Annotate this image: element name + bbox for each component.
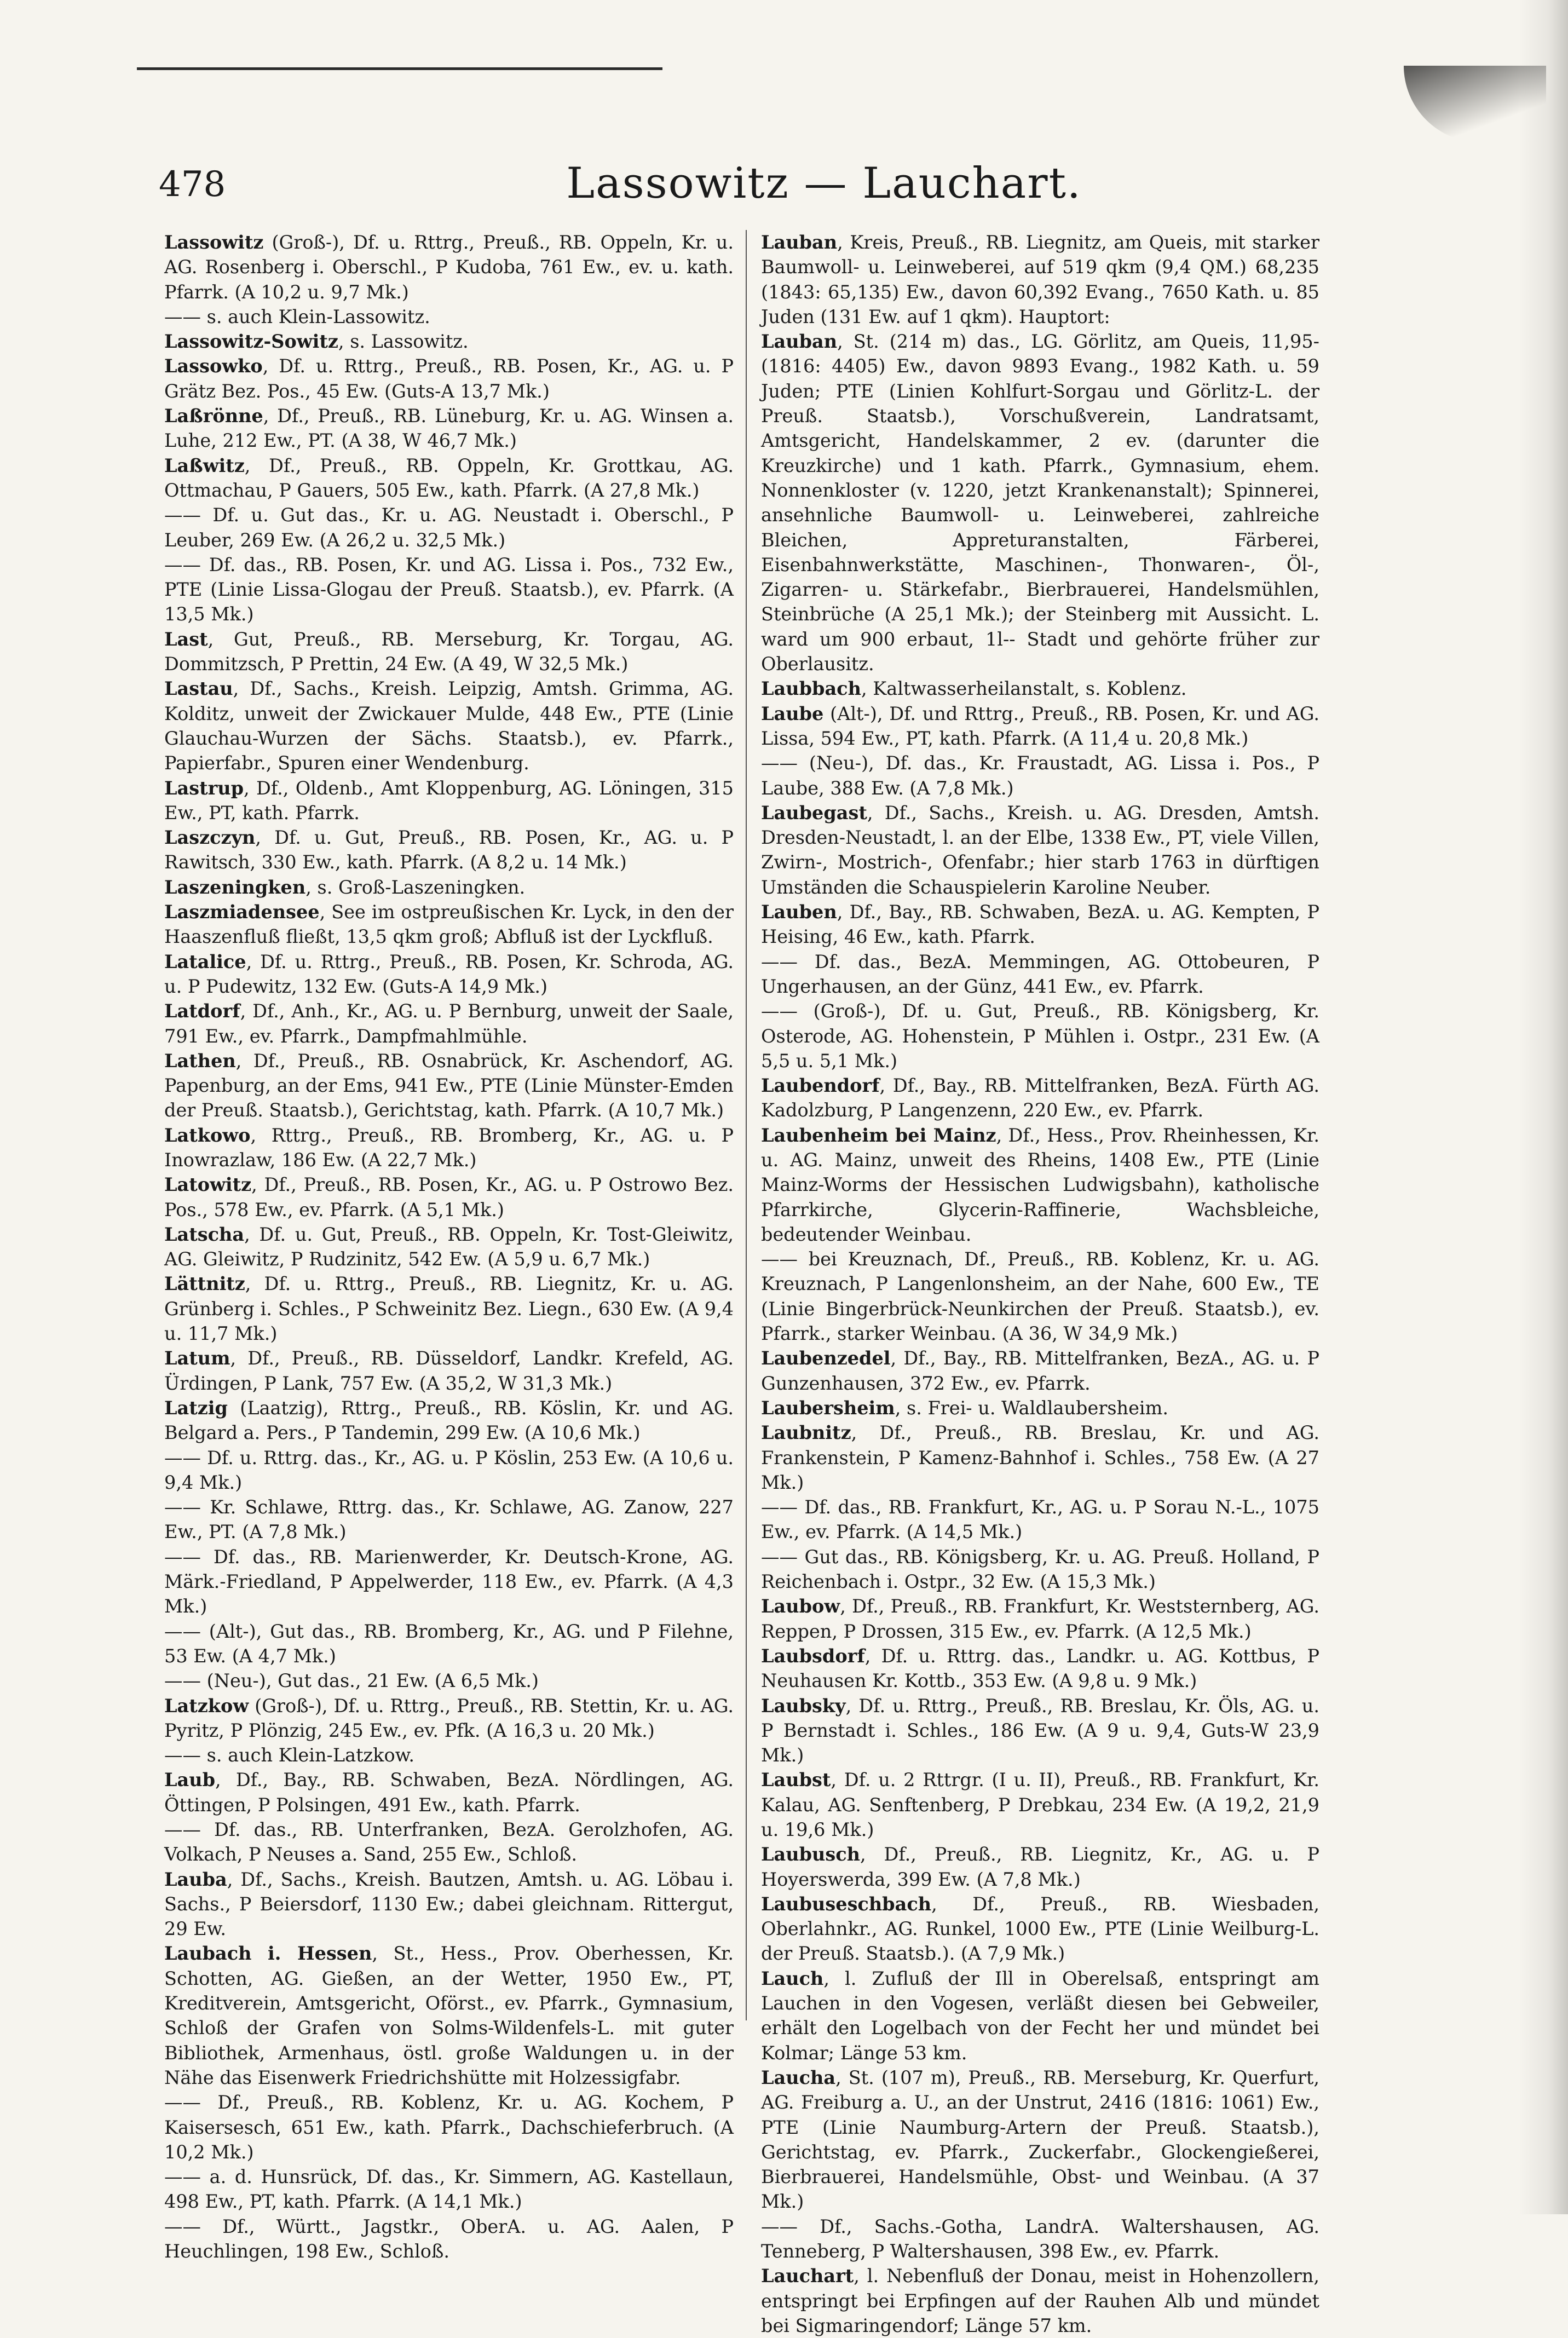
gazetteer-entry	[761, 1842, 1319, 1892]
entry-headword: Lättnitz	[164, 1273, 245, 1295]
entry-headword: Laubendorf	[761, 1075, 880, 1097]
entry-text: —— s. auch Klein-Lassowitz.	[164, 306, 430, 327]
entry-text: , Rttrg., Preuß., RB. Bromberg, Kr., AG. u. P Inowrazlaw, 186 Ew. (A 22,7 Mk.)	[164, 1124, 734, 1171]
gazetteer-entry	[761, 1545, 1319, 1594]
entry-headword: Laßrönne	[164, 405, 263, 427]
gazetteer-entry	[164, 999, 734, 1049]
entry-headword: Laubuseschbach	[761, 1893, 932, 1915]
entry-text: —— Df. u. Rttrg. das., Kr., AG. u. P Köslin, 253 Ew. (A 10,6 u. 9,4 Mk.)	[164, 1447, 734, 1493]
entry-headword: Latscha	[164, 1223, 245, 1245]
gazetteer-entry	[761, 999, 1319, 1073]
entry-headword: Laubsdorf	[761, 1645, 865, 1667]
column-divider	[746, 230, 747, 2020]
entry-headword: Lauban	[761, 331, 838, 353]
gazetteer-entry	[164, 1817, 734, 1867]
entry-text: (Laatzig), Rttrg., Preuß., RB. Köslin, Kr. und AG. Belgard a. Pers., P Tandemin, 299 Ew. (A 10,6 Mk.)	[164, 1397, 734, 1444]
gazetteer-entry	[164, 2090, 734, 2164]
gazetteer-entry	[761, 1644, 1319, 1694]
entry-text: (Groß-), Df. u. Rttrg., Preuß., RB. Oppeln, Kr. u. AG. Rosenberg i. Oberschl., P Kudoba, 761 Ew., ev. u. kath. Pfarrk. (A 10,2 u. 9,7 Mk.)	[164, 232, 734, 303]
gazetteer-entry	[164, 1396, 734, 1446]
entry-headword: Latkowo	[164, 1124, 251, 1146]
entry-text: , Df., Bay., RB. Schwaben, BezA. u. AG. Kempten, P Heising, 46 Ew., kath. Pfarrk.	[761, 901, 1319, 948]
entry-headword: Lauban	[761, 232, 838, 253]
gazetteer-entry	[164, 627, 734, 677]
entry-text: , s. Frei- u. Waldlaubersheim.	[895, 1397, 1169, 1419]
entry-text: , Df., Oldenb., Amt Kloppenburg, AG. Löningen, 315 Ew., PT, kath. Pfarrk.	[164, 777, 734, 824]
entry-text: —— (Groß-), Df. u. Gut, Preuß., RB. Königsberg, Kr. Osterode, AG. Hohenstein, P Mühlen i. Ostpr., 231 Ew. (A 5,5 u. 5,1 Mk.)	[761, 1000, 1319, 1072]
gazetteer-entry	[164, 329, 734, 354]
gazetteer-entry	[761, 1767, 1319, 1842]
top-rule	[137, 67, 662, 70]
entry-text: , Df. u. Gut, Preuß., RB. Posen, Kr., AG. u. P Rawitsch, 330 Ew., kath. Pfarrk. (A 8,2 u. 14 Mk.)	[164, 827, 734, 873]
entry-text: , Df., Sachs., Kreish. Bautzen, Amtsh. u. AG. Löbau i. Sachs., P Beiersdorf, 1130 Ew.; dabei gleichnam. Rittergut, 29 Ew.	[164, 1868, 734, 1940]
entry-text: , Df., Preuß., RB. Breslau, Kr. und AG. Frankenstein, P Kamenz-Bahnhof i. Schles., 758 Ew. (A 27 Mk.)	[761, 1422, 1319, 1493]
entry-headword: Lauch	[761, 1967, 824, 1989]
gazetteer-entry	[164, 230, 734, 304]
entry-text: , Df. u. Gut, Preuß., RB. Oppeln, Kr. Tost-Gleiwitz, AG. Gleiwitz, P Rudzinitz, 542 Ew. (A 5,9 u. 6,7 Mk.)	[164, 1223, 734, 1270]
entry-headword: Laubbach	[761, 678, 861, 700]
page-header	[159, 159, 1489, 224]
running-head: Lassowitz — Lauchart.	[566, 159, 1082, 208]
entry-headword: Lauben	[761, 901, 837, 923]
entry-text: , Df., Anh., Kr., AG. u. P Bernburg, unweit der Saale, 791 Ew., ev. Pfarrk., Dampfmahlmühle.	[164, 1000, 734, 1047]
entry-text: , Df. u. Rttrg., Preuß., RB. Liegnitz, Kr. u. AG. Grünberg i. Schles., P Schweinitz Bez. Liegn., 630 Ew. (A 9,4 u. 11,7 Mk.)	[164, 1273, 734, 1345]
entry-text: —— Df. das., RB. Unterfranken, BezA. Gerolzhofen, AG. Volkach, P Neuses a. Sand, 255 Ew., Schloß.	[164, 1819, 734, 1865]
entry-headword: Latalice	[164, 951, 246, 972]
gazetteer-entry	[164, 1123, 734, 1173]
entry-text: —— (Neu-), Df. das., Kr. Fraustadt, AG. Lissa i. Pos., P Laube, 388 Ew. (A 7,8 Mk.)	[761, 752, 1319, 799]
entry-text: (Groß-), Df. u. Rttrg., Preuß., RB. Stettin, Kr. u. AG. Pyritz, P Plönzig, 245 Ew., ev. Pfk. (A 16,3 u. 20 Mk.)	[164, 1695, 734, 1741]
entry-text: , Kaltwasserheilanstalt, s. Koblenz.	[861, 678, 1187, 700]
gazetteer-entry	[761, 1694, 1319, 1768]
entry-text: —— Gut das., RB. Königsberg, Kr. u. AG. Preuß. Holland, P Reichenbach i. Ostpr., 32 Ew. (A 15,3 Mk.)	[761, 1546, 1319, 1593]
entry-text: —— (Neu-), Gut das., 21 Ew. (A 6,5 Mk.)	[164, 1670, 539, 1692]
entry-headword: Laszczyn	[164, 827, 256, 849]
entry-headword: Lauba	[164, 1868, 227, 1890]
entry-headword: Lastau	[164, 678, 233, 700]
left-column	[164, 230, 734, 2264]
gazetteer-entry	[164, 875, 734, 900]
entry-text: —— Kr. Schlawe, Rttrg. das., Kr. Schlawe, AG. Zanow, 227 Ew., PT. (A 7,8 Mk.)	[164, 1496, 734, 1543]
entry-text: , Gut, Preuß., RB. Merseburg, Kr. Torgau, AG. Dommitzsch, P Prettin, 24 Ew. (A 49, W 32,5 Mk.)	[164, 628, 734, 675]
gazetteer-entry	[164, 1694, 734, 1743]
gazetteer-entry	[164, 304, 734, 329]
gazetteer-entry	[164, 1049, 734, 1123]
gazetteer-entry	[761, 2264, 1319, 2338]
gazetteer-entry	[761, 701, 1319, 751]
gazetteer-entry	[761, 900, 1319, 949]
gazetteer-entry	[164, 1271, 734, 1346]
entry-headword: Laubow	[761, 1596, 840, 1617]
entry-text: —— bei Kreuznach, Df., Preuß., RB. Koblenz, Kr. u. AG. Kreuznach, P Langenlonsheim, an der Nahe, 600 Ew., TE (Linie Bingerbrück-Neunkirchen der Preuß. Staatsb.), ev. Pfarrk., starker Weinbau. (A 36, W 34,9 Mk.)	[761, 1248, 1319, 1345]
entry-text: , Df., Preuß., RB. Lüneburg, Kr. u. AG. Winsen a. Luhe, 212 Ew., PT. (A 38, W 46,7 Mk.)	[164, 405, 734, 452]
gazetteer-entry	[164, 1619, 734, 1669]
gazetteer-entry	[164, 354, 734, 404]
entry-text: (Alt-), Df. und Rttrg., Preuß., RB. Posen, Kr. und AG. Lissa, 594 Ew., PT, kath. Pfarrk. (A 11,4 u. 20,8 Mk.)	[761, 702, 1319, 749]
gazetteer-entry	[164, 1346, 734, 1396]
entry-text: —— Df., Preuß., RB. Koblenz, Kr. u. AG. Kochem, P Kaisersesch, 651 Ew., kath. Pfarrk., Dachschieferbruch. (A 10,2 Mk.)	[164, 2092, 734, 2163]
entry-headword: Lassowitz	[164, 232, 264, 253]
entry-headword: Lastrup	[164, 777, 244, 799]
entry-text: , Df., Preuß., RB. Frankfurt, Kr. Weststernberg, AG. Reppen, P Drossen, 315 Ew., ev. Pfarrk. (A 12,5 Mk.)	[761, 1596, 1319, 1642]
gazetteer-entry	[164, 1941, 734, 2090]
entry-headword: Laubegast	[761, 802, 867, 824]
entry-text: , Df., Preuß., RB. Oppeln, Kr. Grottkau, AG. Ottmachau, P Gauers, 505 Ew., kath. Pfarrk. (A 27,8 Mk.)	[164, 454, 734, 501]
gazetteer-entry	[761, 1346, 1319, 1396]
entry-text: —— a. d. Hunsrück, Df. das., Kr. Simmern, AG. Kastellaun, 498 Ew., PT, kath. Pfarrk. (A 14,1 Mk.)	[164, 2166, 734, 2213]
gazetteer-entry	[164, 404, 734, 453]
entry-headword: Latowitz	[164, 1174, 252, 1196]
entry-headword: Lassowko	[164, 355, 263, 377]
gazetteer-entry	[761, 1073, 1319, 1123]
entry-text: , Df. u. 2 Rttrgr. (I u. II), Preuß., RB. Frankfurt, Kr. Kalau, AG. Senftenberg, P Drebkau, 234 Ew. (A 19,2, 21,9 u. 19,6 Mk.)	[761, 1769, 1319, 1840]
entry-headword: Lauchart	[761, 2265, 854, 2287]
gazetteer-entry	[761, 1247, 1319, 1346]
entry-headword: Lassowitz-Sowitz	[164, 331, 338, 353]
entry-text: , Df., Preuß., RB. Posen, Kr., AG. u. P Ostrowo Bez. Pos., 578 Ew., ev. Pfarrk. (A 5,1 Mk.)	[164, 1174, 734, 1220]
gazetteer-entry	[164, 676, 734, 775]
entry-headword: Latzig	[164, 1397, 228, 1419]
entry-text: , l. Zufluß der Ill in Oberelsaß, entspringt am Lauchen in den Vogesen, verläßt diesen bei Gebweiler, erhält den Logelbach von der Fecht her und mündet bei Kolmar; Länge 53 km.	[761, 1967, 1319, 2064]
entry-headword: Laubst	[761, 1769, 831, 1791]
entry-text: , Df., Bay., RB. Mittelfranken, BezA., AG. u. P Gunzenhausen, 372 Ew., ev. Pfarrk.	[761, 1347, 1319, 1394]
gazetteer-entry	[164, 1767, 734, 1817]
entry-headword: Laubach i. Hessen	[164, 1943, 372, 1965]
gazetteer-entry	[761, 1420, 1319, 1495]
entry-headword: Laszmiadensee	[164, 901, 320, 923]
gazetteer-entry	[761, 676, 1319, 701]
entry-text: —— s. auch Klein-Latzkow.	[164, 1744, 414, 1766]
entry-text: , Kreis, Preuß., RB. Liegnitz, am Queis, mit starker Baumwoll- u. Leinweberei, auf 519 qkm (9,4 QM.) 68,235 (1843: 65,135) Ew., davon 60,392 Evang., 7650 Kath. u. 85 Juden (131 Ew. auf 1 qkm). Hauptort:	[761, 232, 1319, 327]
entry-text: , Df., Sachs., Kreish. u. AG. Dresden, Amtsh. Dresden-Neustadt, l. an der Elbe, 1338 Ew., PT, viele Villen, Zwirn-, Mostrich-, Ofenfabr.; hier starb 1763 in dürftigen Umständen die Schauspielerin Karoline Neuber.	[761, 802, 1319, 898]
gazetteer-entry	[761, 2214, 1319, 2264]
entry-text: , Df., Bay., RB. Schwaben, BezA. Nördlingen, AG. Öttingen, P Polsingen, 491 Ew., kath. Pfarrk.	[164, 1769, 734, 1816]
entry-headword: Latum	[164, 1347, 230, 1369]
gazetteer-entry	[164, 552, 734, 627]
entry-text: —— Df. das., RB. Frankfurt, Kr., AG. u. P Sorau N.-L., 1075 Ew., ev. Pfarrk. (A 14,5 Mk.)	[761, 1496, 1319, 1543]
gazetteer-entry	[164, 503, 734, 552]
entry-text: , St., Hess., Prov. Oberhessen, Kr. Schotten, AG. Gießen, an der Wetter, 1950 Ew., PT, Kreditverein, Amtsgericht, Oförst., ev. Pfarrk., Gymnasium, Schloß der Grafen von Solms-Wildenfels-L. mit guter Bibliothek, Armenhaus, östl. große Waldungen u. in der Nähe das Eisenwerk Friedrichshütte mit Holzessigfabr.	[164, 1943, 734, 2088]
entry-headword: Laub	[164, 1769, 216, 1791]
entry-headword: Laubnitz	[761, 1422, 851, 1444]
gazetteer-entry	[761, 1495, 1319, 1545]
entry-text: —— Df., Württ., Jagstkr., OberA. u. AG. Aalen, P Heuchlingen, 198 Ew., Schloß.	[164, 2215, 734, 2262]
entry-headword: Laube	[761, 702, 824, 724]
entry-headword: Laubsky	[761, 1695, 846, 1717]
gazetteer-entry	[164, 2164, 734, 2214]
gazetteer-entry	[164, 825, 734, 875]
entry-text: —— (Alt-), Gut das., RB. Bromberg, Kr., AG. und P Filehne, 53 Ew. (A 4,7 Mk.)	[164, 1620, 734, 1667]
entry-text: , Df., Bay., RB. Mittelfranken, BezA. Fürth AG. Kadolzburg, P Langenzenn, 220 Ew., ev. Pfarrk.	[761, 1075, 1319, 1121]
entry-headword: Lathen	[164, 1050, 236, 1072]
entry-headword: Laubersheim	[761, 1397, 895, 1419]
gazetteer-entry	[164, 1668, 734, 1693]
gazetteer-entry	[164, 453, 734, 503]
gazetteer-entry	[164, 1222, 734, 1272]
entry-text: —— Df. u. Gut das., Kr. u. AG. Neustadt i. Oberschl., P Leuber, 269 Ew. (A 26,2 u. 32,5 Mk.)	[164, 504, 734, 551]
entry-text: , Df., Preuß., RB. Düsseldorf, Landkr. Krefeld, AG. Ürdingen, P Lank, 757 Ew. (A 35,2, W 31,3 Mk.)	[164, 1347, 734, 1394]
entry-headword: Latdorf	[164, 1000, 240, 1022]
entry-headword: Laßwitz	[164, 454, 245, 476]
scan-edge-shadow	[1519, 0, 1568, 2214]
entry-text: —— Df. das., RB. Posen, Kr. und AG. Lissa i. Pos., 732 Ew., PTE (Linie Lissa-Glogau der Preuß. Staatsb.), ev. Pfarrk. (A 13,5 Mk.)	[164, 554, 734, 625]
gazetteer-entry	[761, 1892, 1319, 1966]
entry-text: , s. Lassowitz.	[338, 331, 469, 353]
gazetteer-entry	[164, 1495, 734, 1545]
gazetteer-entry	[761, 1123, 1319, 1247]
gazetteer-entry	[761, 801, 1319, 900]
gazetteer-entry	[761, 1966, 1319, 2065]
entry-text: , l. Nebenfluß der Donau, meist in Hohenzollern, entspringt bei Erpfingen auf der Rauhen Alb und mündet bei Sigmaringendorf; Länge 57 km.	[761, 2265, 1319, 2336]
entry-text: , Df., Preuß., RB. Liegnitz, Kr., AG. u. P Hoyerswerda, 399 Ew. (A 7,8 Mk.)	[761, 1844, 1319, 1890]
gazetteer-entry	[164, 1867, 734, 1942]
entry-headword: Laubenzedel	[761, 1347, 891, 1369]
gazetteer-entry	[761, 2065, 1319, 2214]
entry-text: —— Df., Sachs.-Gotha, LandrA. Waltershausen, AG. Tenneberg, P Waltershausen, 398 Ew., ev. Pfarrk.	[761, 2215, 1319, 2262]
page-number: 478	[159, 164, 226, 205]
gazetteer-entry	[761, 751, 1319, 801]
gazetteer-entry	[164, 1545, 734, 1619]
gazetteer-entry	[164, 949, 734, 999]
entry-headword: Laubenheim bei Mainz	[761, 1124, 996, 1146]
entry-headword: Latzkow	[164, 1695, 249, 1717]
entry-text: , St. (107 m), Preuß., RB. Merseburg, Kr. Querfurt, AG. Freiburg a. U., an der Unstrut, 2416 (1816: 1061) Ew., PTE (Linie Naumburg-Artern der Preuß. Staatsb.), Gerichtstag, ev. Pfarrk., Zuckerfabr., Glockengießerei, Bierbrauerei, Handelsmühle, Obst- und Weinbau. (A 37 Mk.)	[761, 2066, 1319, 2213]
entry-text: , Df. u. Rttrg., Preuß., RB. Posen, Kr. Schroda, AG. u. P Pudewitz, 132 Ew. (Guts-A 14,9 Mk.)	[164, 951, 734, 997]
gazetteer-entry	[164, 900, 734, 949]
gazetteer-entry	[164, 1743, 734, 1767]
entry-text: , Df., Hess., Prov. Rheinhessen, Kr. u. AG. Mainz, unweit des Rheins, 1408 Ew., PTE (Linie Mainz-Worms der Hessischen Ludwigsbahn), katholische Pfarrkirche, Glycerin-Raffinerie, Wachsbleiche, bedeutender Weinbau.	[761, 1124, 1319, 1245]
gazetteer-entry	[164, 1446, 734, 1495]
entry-text: —— Df. das., RB. Marienwerder, Kr. Deutsch-Krone, AG. Märk.-Friedland, P Appelwerder, 118 Ew., ev. Pfarrk. (A 4,3 Mk.)	[164, 1546, 734, 1617]
entry-headword: Laubusch	[761, 1844, 861, 1865]
entry-text: , St. (214 m) das., LG. Görlitz, am Queis, 11,95- (1816: 4405) Ew., davon 9893 Evang., 1982 Kath. u. 59 Juden; PTE (Linien Kohlfurt-Sorgau und Görlitz-L. der Preuß. Staatsb.), Vorschußverein, Landratsamt, Amtsgericht, Handelskammer, 2 ev. (darunter die Kreuzkirche) und 1 kath. Pfarrk., Gymnasium, ehem. Nonnenkloster (v. 1220, jetzt Krankenanstalt); Spinnerei, ansehnliche Baumwoll- u. Leinweberei, zahlreiche Bleichen, Appreturanstalten, Färberei, Eisenbahnwerkstätte, Maschinen-, Thonwaren-, Öl-, Zigarren- u. Stärkefabr., Bierbrauerei, Handelsmühlen, Steinbrüche (A 25,1 Mk.); der Steinberg mit Aussicht. L. ward um 900 erbaut, 1l-- Stadt und gehörte früher zur Oberlausitz.	[761, 331, 1319, 675]
entry-text: , See im ostpreußischen Kr. Lyck, in den der Haaszenfluß fließt, 13,5 qkm groß; Abfluß ist der Lyckfluß.	[164, 901, 734, 948]
gazetteer-entry	[761, 230, 1319, 329]
entry-text: , Df., Sachs., Kreish. Leipzig, Amtsh. Grimma, AG. Kolditz, unweit der Zwickauer Mulde, 448 Ew., PTE (Linie Glauchau-Wurzen der Sächs. Staatsb.), ev. Pfarrk., Papierfabr., Spuren einer Wendenburg.	[164, 678, 734, 774]
entry-headword: Laucha	[761, 2066, 836, 2088]
entry-headword: Laszeningken	[164, 876, 306, 898]
entry-text: , s. Groß-Laszeningken.	[305, 876, 526, 898]
gazetteer-entry	[761, 329, 1319, 676]
entry-text: —— Df. das., BezA. Memmingen, AG. Ottobeuren, P Ungerhausen, an der Günz, 441 Ew., ev. Pfarrk.	[761, 951, 1319, 997]
entry-text: , Df. u. Rttrg. das., Landkr. u. AG. Kottbus, P Neuhausen Kr. Kottb., 353 Ew. (A 9,8 u. 9 Mk.)	[761, 1645, 1319, 1692]
gazetteer-entry	[164, 2214, 734, 2264]
gazetteer-entry	[164, 776, 734, 826]
gazetteer-entry	[761, 1594, 1319, 1644]
right-column	[761, 230, 1319, 2338]
gazetteer-entry	[164, 1172, 734, 1222]
gazetteer-entry	[761, 949, 1319, 999]
entry-text: , Df., Preuß., RB. Wiesbaden, Oberlahnkr., AG. Runkel, 1000 Ew., PTE (Linie Weilburg-L. der Preuß. Staatsb.). (A 7,9 Mk.)	[761, 1893, 1319, 1965]
gazetteer-entry	[761, 1396, 1319, 1420]
entry-text: , Df. u. Rttrg., Preuß., RB. Posen, Kr., AG. u. P Grätz Bez. Pos., 45 Ew. (Guts-A 13,7 Mk.)	[164, 355, 734, 402]
entry-text: , Df. u. Rttrg., Preuß., RB. Breslau, Kr. Öls, AG. u. P Bernstadt i. Schles., 186 Ew. (A 9 u. 9,4, Guts-W 23,9 Mk.)	[761, 1695, 1319, 1766]
entry-text: , Df., Preuß., RB. Osnabrück, Kr. Aschendorf, AG. Papenburg, an der Ems, 941 Ew., PTE (Linie Münster-Emden der Preuß. Staatsb.), Gerichtstag, kath. Pfarrk. (A 10,7 Mk.)	[164, 1050, 734, 1121]
entry-headword: Last	[164, 628, 208, 650]
